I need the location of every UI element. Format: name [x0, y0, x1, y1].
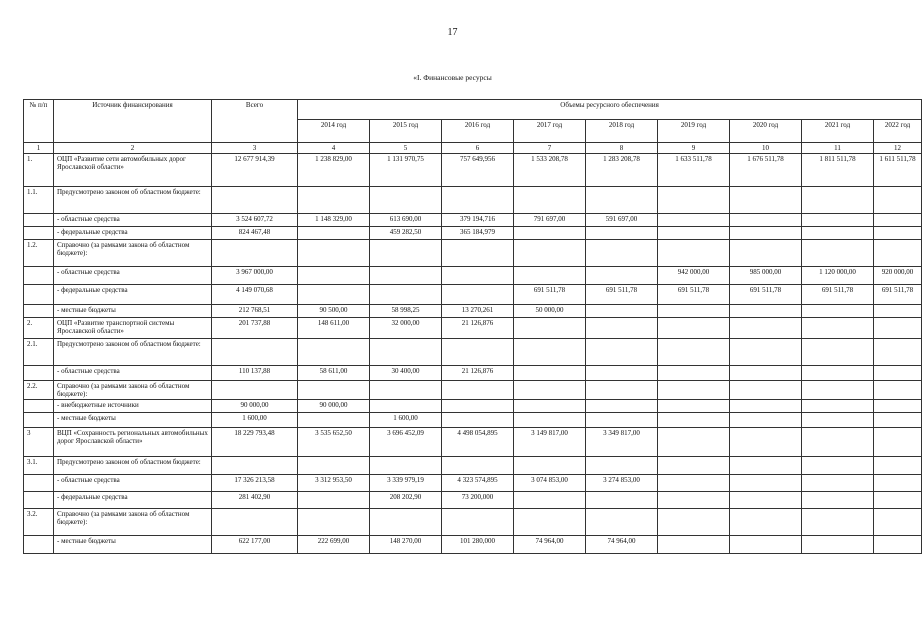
- section-heading: «I. Финансовые ресурсы: [413, 73, 492, 82]
- row-year-value: 3 312 953,50: [298, 475, 370, 492]
- row-year-value: [730, 536, 802, 554]
- row-year-value: [586, 267, 658, 285]
- row-total: 3 967 000,00: [212, 267, 298, 285]
- column-number: 5: [370, 143, 442, 154]
- row-year-value: 691 511,78: [658, 285, 730, 305]
- row-year-value: [802, 400, 874, 413]
- row-year-value: [370, 267, 442, 285]
- row-year-value: [442, 400, 514, 413]
- row-year-value: 3 274 853,00: [586, 475, 658, 492]
- row-year-value: [802, 214, 874, 227]
- row-number: 2.2.: [24, 381, 54, 400]
- column-number: 6: [442, 143, 514, 154]
- row-year-value: [370, 509, 442, 536]
- row-source: Предусмотрено законом об областном бюджете:: [54, 187, 212, 214]
- row-source: - местные бюджеты: [54, 305, 212, 318]
- row-year-value: [802, 475, 874, 492]
- row-total: 3 524 607,72: [212, 214, 298, 227]
- row-number: [24, 400, 54, 413]
- row-year-value: [802, 187, 874, 214]
- row-year-value: 21 126,876: [442, 366, 514, 381]
- row-year-value: 1 811 511,78: [802, 154, 874, 187]
- table-row: [24, 305, 922, 318]
- row-year-value: 1 611 511,78: [874, 154, 922, 187]
- row-year-value: 1 633 511,78: [658, 154, 730, 187]
- header-year: 2021 год: [802, 120, 874, 143]
- row-year-value: [658, 227, 730, 240]
- row-year-value: 691 511,78: [802, 285, 874, 305]
- row-year-value: 148 611,00: [298, 318, 370, 339]
- row-total: 281 402,90: [212, 492, 298, 509]
- row-year-value: [874, 240, 922, 267]
- row-year-value: [730, 475, 802, 492]
- row-year-value: [442, 339, 514, 366]
- column-number: 2: [54, 143, 212, 154]
- row-year-value: [874, 318, 922, 339]
- row-number: [24, 267, 54, 285]
- row-year-value: 50 000,00: [514, 305, 586, 318]
- row-year-value: 3 349 817,00: [586, 428, 658, 457]
- row-year-value: [658, 381, 730, 400]
- row-year-value: [874, 381, 922, 400]
- row-number: 1.: [24, 154, 54, 187]
- row-year-value: 791 697,00: [514, 214, 586, 227]
- row-year-value: [802, 536, 874, 554]
- row-year-value: [514, 413, 586, 428]
- row-year-value: [514, 366, 586, 381]
- row-year-value: 13 270,261: [442, 305, 514, 318]
- row-year-value: [298, 227, 370, 240]
- row-year-value: [298, 187, 370, 214]
- row-year-value: 1 600,00: [370, 413, 442, 428]
- row-source: ОЦП «Развитие сети автомобильных дорог Ярославской области»: [54, 154, 212, 187]
- row-year-value: 1 238 829,00: [298, 154, 370, 187]
- row-source: Справочно (за рамками закона об областном бюджете):: [54, 240, 212, 267]
- row-total: 212 768,51: [212, 305, 298, 318]
- table-row: [24, 381, 922, 400]
- row-year-value: [658, 475, 730, 492]
- row-year-value: [730, 413, 802, 428]
- row-year-value: 21 126,876: [442, 318, 514, 339]
- row-source: - областные средства: [54, 366, 212, 381]
- row-year-value: 3 149 817,00: [514, 428, 586, 457]
- row-year-value: [658, 339, 730, 366]
- row-year-value: [514, 381, 586, 400]
- financial-resources-table: [23, 99, 922, 554]
- row-year-value: [730, 305, 802, 318]
- table-row: [24, 187, 922, 214]
- row-source: Справочно (за рамками закона об областном бюджете):: [54, 381, 212, 400]
- row-year-value: 613 690,00: [370, 214, 442, 227]
- row-year-value: [874, 536, 922, 554]
- row-year-value: [514, 492, 586, 509]
- row-year-value: [802, 318, 874, 339]
- row-year-value: [298, 509, 370, 536]
- row-year-value: [658, 240, 730, 267]
- row-number: [24, 285, 54, 305]
- row-year-value: [802, 227, 874, 240]
- row-year-value: 985 000,00: [730, 267, 802, 285]
- row-year-value: [514, 318, 586, 339]
- table-row: [24, 413, 922, 428]
- row-year-value: 1 120 000,00: [802, 267, 874, 285]
- row-year-value: [298, 492, 370, 509]
- row-year-value: [730, 339, 802, 366]
- row-total: [212, 187, 298, 214]
- row-number: [24, 214, 54, 227]
- row-year-value: 32 000,00: [370, 318, 442, 339]
- row-year-value: 3 339 979,19: [370, 475, 442, 492]
- column-number: 7: [514, 143, 586, 154]
- row-total: [212, 381, 298, 400]
- header-year: 2014 год: [298, 120, 370, 143]
- row-year-value: [730, 240, 802, 267]
- row-year-value: 1 131 970,75: [370, 154, 442, 187]
- row-year-value: [586, 381, 658, 400]
- row-year-value: [514, 339, 586, 366]
- row-number: [24, 413, 54, 428]
- table-row: [24, 339, 922, 366]
- row-year-value: [730, 214, 802, 227]
- row-year-value: [298, 267, 370, 285]
- row-year-value: [586, 305, 658, 318]
- row-year-value: 3 074 853,00: [514, 475, 586, 492]
- row-year-value: 459 282,50: [370, 227, 442, 240]
- table-row: [24, 475, 922, 492]
- row-year-value: 90 000,00: [298, 400, 370, 413]
- row-year-value: [658, 428, 730, 457]
- row-source: - местные бюджеты: [54, 413, 212, 428]
- row-number: [24, 536, 54, 554]
- table-row: [24, 240, 922, 267]
- row-year-value: [442, 285, 514, 305]
- row-year-value: [514, 509, 586, 536]
- row-year-value: 74 964,00: [586, 536, 658, 554]
- row-year-value: 74 964,00: [514, 536, 586, 554]
- table-row: [24, 214, 922, 227]
- row-year-value: [586, 457, 658, 475]
- row-year-value: 90 500,00: [298, 305, 370, 318]
- row-source: Справочно (за рамками закона об областном бюджете):: [54, 509, 212, 536]
- row-year-value: 73 200,000: [442, 492, 514, 509]
- row-source: - федеральные средства: [54, 492, 212, 509]
- row-year-value: [730, 492, 802, 509]
- row-total: [212, 240, 298, 267]
- table-row: [24, 318, 922, 339]
- row-source: Предусмотрено законом об областном бюджете:: [54, 339, 212, 366]
- row-year-value: [586, 187, 658, 214]
- row-year-value: [730, 318, 802, 339]
- row-year-value: 1 676 511,78: [730, 154, 802, 187]
- row-year-value: [730, 187, 802, 214]
- row-year-value: [730, 428, 802, 457]
- row-year-value: 1 533 208,78: [514, 154, 586, 187]
- row-year-value: [802, 240, 874, 267]
- row-total: 17 326 213,58: [212, 475, 298, 492]
- row-year-value: [658, 366, 730, 381]
- row-year-value: [586, 492, 658, 509]
- row-year-value: [586, 318, 658, 339]
- header-year: 2022 год: [874, 120, 922, 143]
- row-total: 12 677 914,39: [212, 154, 298, 187]
- row-year-value: [514, 267, 586, 285]
- row-number: 3: [24, 428, 54, 457]
- row-source: - областные средства: [54, 214, 212, 227]
- row-year-value: [586, 366, 658, 381]
- header-source: Источник финансирования: [54, 100, 212, 143]
- row-year-value: 691 511,78: [514, 285, 586, 305]
- row-year-value: 30 400,00: [370, 366, 442, 381]
- row-year-value: 379 194,716: [442, 214, 514, 227]
- row-year-value: [658, 457, 730, 475]
- table-row: [24, 154, 922, 187]
- row-year-value: 4 323 574,895: [442, 475, 514, 492]
- table-row: [24, 536, 922, 554]
- column-number: 4: [298, 143, 370, 154]
- table-row: [24, 227, 922, 240]
- row-year-value: [442, 240, 514, 267]
- row-year-value: [658, 187, 730, 214]
- row-year-value: [514, 457, 586, 475]
- row-year-value: 691 511,78: [586, 285, 658, 305]
- row-year-value: [442, 187, 514, 214]
- table-row: [24, 457, 922, 475]
- row-year-value: [874, 413, 922, 428]
- row-year-value: [730, 227, 802, 240]
- row-year-value: [370, 240, 442, 267]
- row-source: Предусмотрено законом об областном бюджете:: [54, 457, 212, 475]
- row-year-value: [586, 240, 658, 267]
- row-source: - местные бюджеты: [54, 536, 212, 554]
- row-year-value: 208 202,90: [370, 492, 442, 509]
- row-total: 1 600,00: [212, 413, 298, 428]
- row-number: [24, 475, 54, 492]
- row-year-value: [874, 339, 922, 366]
- row-year-value: 4 498 054,895: [442, 428, 514, 457]
- row-number: 2.: [24, 318, 54, 339]
- header-year: 2020 год: [730, 120, 802, 143]
- row-total: 201 737,88: [212, 318, 298, 339]
- row-number: [24, 305, 54, 318]
- row-source: - областные средства: [54, 475, 212, 492]
- row-year-value: 691 511,78: [730, 285, 802, 305]
- row-year-value: [658, 318, 730, 339]
- row-year-value: [658, 536, 730, 554]
- row-source: ВЦП «Сохранность региональных автомобильных дорог Ярославской области»: [54, 428, 212, 457]
- row-year-value: [874, 400, 922, 413]
- row-year-value: [802, 305, 874, 318]
- row-number: 1.1.: [24, 187, 54, 214]
- row-year-value: [442, 381, 514, 400]
- row-year-value: [370, 381, 442, 400]
- row-year-value: 101 280,000: [442, 536, 514, 554]
- row-number: [24, 227, 54, 240]
- row-year-value: [802, 509, 874, 536]
- row-year-value: [370, 400, 442, 413]
- row-year-value: [586, 509, 658, 536]
- table-row: [24, 400, 922, 413]
- row-year-value: [802, 492, 874, 509]
- header-year: 2017 год: [514, 120, 586, 143]
- header-num: № п/п: [24, 100, 54, 143]
- table-row: [24, 366, 922, 381]
- row-year-value: [658, 305, 730, 318]
- column-number: 10: [730, 143, 802, 154]
- header-volumes: Объемы ресурсного обеспечения: [298, 100, 922, 120]
- row-year-value: [730, 366, 802, 381]
- table-row: [24, 428, 922, 457]
- table-row: [24, 285, 922, 305]
- header-year: 2016 год: [442, 120, 514, 143]
- row-year-value: 591 697,00: [586, 214, 658, 227]
- row-year-value: [874, 366, 922, 381]
- row-year-value: [730, 381, 802, 400]
- row-source: - областные средства: [54, 267, 212, 285]
- row-year-value: 1 148 329,00: [298, 214, 370, 227]
- row-year-value: 691 511,78: [874, 285, 922, 305]
- row-year-value: [442, 413, 514, 428]
- row-year-value: [802, 381, 874, 400]
- row-year-value: [370, 339, 442, 366]
- row-number: [24, 366, 54, 381]
- row-number: 1.2.: [24, 240, 54, 267]
- page-number: 17: [447, 27, 458, 38]
- row-year-value: [370, 457, 442, 475]
- row-total: 18 229 793,48: [212, 428, 298, 457]
- row-source: ОЦП «Развитие транспортной системы Ярославской области»: [54, 318, 212, 339]
- row-source: - федеральные средства: [54, 285, 212, 305]
- row-year-value: [370, 285, 442, 305]
- row-total: 110 137,88: [212, 366, 298, 381]
- header-row: [24, 100, 922, 120]
- row-year-value: [802, 339, 874, 366]
- row-year-value: [298, 240, 370, 267]
- row-year-value: [298, 413, 370, 428]
- row-number: 3.2.: [24, 509, 54, 536]
- row-year-value: [658, 509, 730, 536]
- row-year-value: 3 535 652,50: [298, 428, 370, 457]
- row-total: [212, 339, 298, 366]
- row-year-value: 757 649,956: [442, 154, 514, 187]
- row-year-value: [874, 509, 922, 536]
- row-year-value: 920 000,00: [874, 267, 922, 285]
- column-number: 9: [658, 143, 730, 154]
- row-year-value: [442, 457, 514, 475]
- row-number: [24, 492, 54, 509]
- row-year-value: [514, 400, 586, 413]
- row-total: 824 467,48: [212, 227, 298, 240]
- column-numbers-row: [24, 143, 922, 154]
- row-year-value: 58 998,25: [370, 305, 442, 318]
- row-year-value: 365 184,979: [442, 227, 514, 240]
- row-year-value: 942 000,00: [658, 267, 730, 285]
- row-year-value: 3 696 452,09: [370, 428, 442, 457]
- column-number: 8: [586, 143, 658, 154]
- row-year-value: [442, 267, 514, 285]
- header-total: Всего: [212, 100, 298, 143]
- row-year-value: [586, 339, 658, 366]
- row-year-value: [802, 457, 874, 475]
- row-total: [212, 457, 298, 475]
- row-year-value: [298, 381, 370, 400]
- table-row: [24, 509, 922, 536]
- header-year: 2015 год: [370, 120, 442, 143]
- row-total: 90 000,00: [212, 400, 298, 413]
- row-year-value: [370, 187, 442, 214]
- row-year-value: 58 611,00: [298, 366, 370, 381]
- row-year-value: [730, 509, 802, 536]
- row-year-value: [586, 400, 658, 413]
- row-year-value: [802, 428, 874, 457]
- column-number: 11: [802, 143, 874, 154]
- row-year-value: [874, 305, 922, 318]
- row-year-value: [298, 339, 370, 366]
- row-total: 622 177,00: [212, 536, 298, 554]
- row-year-value: [802, 366, 874, 381]
- row-year-value: [298, 285, 370, 305]
- row-year-value: [442, 509, 514, 536]
- column-number: 3: [212, 143, 298, 154]
- row-year-value: [298, 457, 370, 475]
- row-source: - федеральные средства: [54, 227, 212, 240]
- row-year-value: 148 270,00: [370, 536, 442, 554]
- row-year-value: [586, 413, 658, 428]
- row-year-value: [874, 475, 922, 492]
- row-year-value: [514, 187, 586, 214]
- row-year-value: [874, 492, 922, 509]
- row-year-value: 222 699,00: [298, 536, 370, 554]
- row-total: 4 149 070,68: [212, 285, 298, 305]
- row-year-value: [658, 492, 730, 509]
- header-year: 2019 год: [658, 120, 730, 143]
- row-number: 3.1.: [24, 457, 54, 475]
- header-year: 2018 год: [586, 120, 658, 143]
- column-number: 12: [874, 143, 922, 154]
- table-row: [24, 267, 922, 285]
- row-year-value: [874, 428, 922, 457]
- row-year-value: 1 283 208,78: [586, 154, 658, 187]
- row-year-value: [586, 227, 658, 240]
- row-year-value: [874, 187, 922, 214]
- row-source: - внебюджетные источники: [54, 400, 212, 413]
- row-year-value: [874, 214, 922, 227]
- row-number: 2.1.: [24, 339, 54, 366]
- row-year-value: [514, 240, 586, 267]
- row-year-value: [874, 227, 922, 240]
- row-year-value: [514, 227, 586, 240]
- row-year-value: [802, 413, 874, 428]
- row-year-value: [658, 413, 730, 428]
- column-number: 1: [24, 143, 54, 154]
- row-year-value: [658, 400, 730, 413]
- row-year-value: [658, 214, 730, 227]
- row-year-value: [874, 457, 922, 475]
- row-total: [212, 509, 298, 536]
- row-year-value: [730, 400, 802, 413]
- table-row: [24, 492, 922, 509]
- row-year-value: [730, 457, 802, 475]
